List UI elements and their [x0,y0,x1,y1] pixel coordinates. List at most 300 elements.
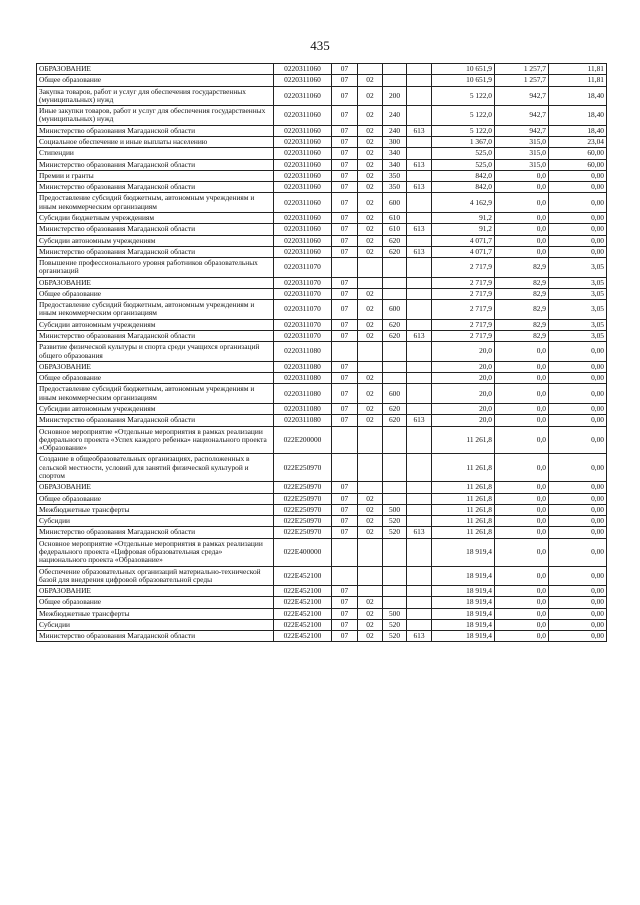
cell-department [407,454,432,482]
cell-expense-type [383,361,407,372]
table-row [37,373,607,384]
table-row [37,288,607,299]
cell-target-article: 0220311060 [274,64,332,75]
cell-department [407,288,432,299]
cell-approved: 5 122,0 [432,125,495,136]
cell-department: 613 [407,224,432,235]
cell-section: 07 [332,170,358,181]
cell-expense-type [383,566,407,586]
cell-section: 07 [332,319,358,330]
table-row [37,148,607,159]
cell-subsection: 02 [358,193,383,213]
cell-approved: 20,0 [432,373,495,384]
cell-subsection [358,258,383,278]
cell-department [407,566,432,586]
table-row [37,454,607,482]
cell-name: Общее образование [37,288,274,299]
cell-name: Общее образование [37,493,274,504]
cell-name: Министерство образования Магаданской области [37,125,274,136]
cell-approved: 18 919,4 [432,586,495,597]
cell-name: Межбюджетные трансферты [37,504,274,515]
cell-department: 613 [407,246,432,257]
table-row [37,426,607,454]
cell-target-article: 022E452100 [274,608,332,619]
cell-subsection: 02 [358,319,383,330]
cell-subsection: 02 [358,86,383,106]
cell-percent: 0,00 [549,404,607,415]
cell-section: 07 [332,86,358,106]
cell-department [407,235,432,246]
cell-section [332,342,358,362]
cell-expense-type: 300 [383,136,407,147]
cell-executed: 0,0 [495,597,549,608]
cell-target-article: 0220311080 [274,404,332,415]
cell-percent: 60,00 [549,148,607,159]
cell-subsection: 02 [358,170,383,181]
cell-name: Общее образование [37,597,274,608]
table-row [37,170,607,181]
cell-executed: 0,0 [495,373,549,384]
cell-section: 07 [332,300,358,320]
cell-target-article: 022E452100 [274,631,332,642]
cell-percent: 0,00 [549,586,607,597]
cell-subsection: 02 [358,331,383,342]
cell-subsection: 02 [358,182,383,193]
cell-expense-type: 620 [383,235,407,246]
cell-department [407,75,432,86]
cell-department: 613 [407,125,432,136]
cell-subsection: 02 [358,300,383,320]
cell-executed: 942,7 [495,125,549,136]
cell-department [407,538,432,566]
cell-percent: 0,00 [549,608,607,619]
table-row [37,608,607,619]
cell-expense-type: 600 [383,300,407,320]
cell-executed: 0,0 [495,504,549,515]
cell-department [407,193,432,213]
cell-target-article: 0220311070 [274,331,332,342]
cell-executed: 0,0 [495,246,549,257]
table-row [37,159,607,170]
cell-approved: 18 919,4 [432,597,495,608]
cell-approved: 525,0 [432,159,495,170]
cell-subsection: 02 [358,631,383,642]
cell-executed: 82,9 [495,319,549,330]
table-row [37,319,607,330]
cell-section: 07 [332,288,358,299]
cell-name: Общее образование [37,75,274,86]
cell-expense-type [383,586,407,597]
cell-name: ОБРАЗОВАНИЕ [37,586,274,597]
cell-subsection: 02 [358,235,383,246]
cell-executed: 0,0 [495,182,549,193]
cell-section: 07 [332,125,358,136]
cell-executed: 0,0 [495,415,549,426]
cell-expense-type [383,482,407,493]
cell-percent: 0,00 [549,597,607,608]
cell-subsection: 02 [358,106,383,126]
cell-department [407,516,432,527]
cell-name: Министерство образования Магаданской области [37,527,274,538]
cell-target-article: 0220311060 [274,136,332,147]
page-number: 435 [310,38,330,53]
cell-executed: 82,9 [495,300,549,320]
cell-target-article: 0220311070 [274,277,332,288]
cell-approved: 2 717,9 [432,288,495,299]
cell-subsection [358,277,383,288]
cell-percent: 0,00 [549,493,607,504]
cell-section: 07 [332,159,358,170]
table-row [37,331,607,342]
cell-section: 07 [332,404,358,415]
cell-expense-type: 620 [383,404,407,415]
cell-target-article: 0220311070 [274,288,332,299]
cell-percent: 3,05 [549,277,607,288]
cell-percent: 0,00 [549,538,607,566]
cell-name: Обеспечение образовательных организаций материально-технической базой для внедрения цифровой образовательной среды [37,566,274,586]
cell-subsection: 02 [358,159,383,170]
cell-expense-type [383,342,407,362]
cell-executed: 0,0 [495,631,549,642]
cell-executed: 0,0 [495,193,549,213]
cell-department [407,258,432,278]
cell-percent: 3,05 [549,319,607,330]
cell-percent: 0,00 [549,516,607,527]
cell-name: Основное мероприятие «Отдельные мероприятия в рамках реализации федерального проекта «Успех каждого ребенка» национального проекта «Образование» [37,426,274,454]
cell-section [332,454,358,482]
table-row [37,125,607,136]
cell-approved: 20,0 [432,415,495,426]
cell-subsection: 02 [358,212,383,223]
cell-target-article: 0220311060 [274,182,332,193]
cell-department: 613 [407,159,432,170]
cell-target-article: 0220311060 [274,86,332,106]
cell-subsection [358,426,383,454]
cell-approved: 11 261,8 [432,493,495,504]
table-row [37,504,607,515]
cell-approved: 842,0 [432,170,495,181]
cell-section: 07 [332,148,358,159]
cell-subsection [358,566,383,586]
cell-expense-type: 620 [383,246,407,257]
cell-executed: 942,7 [495,86,549,106]
cell-target-article: 0220311060 [274,159,332,170]
cell-approved: 18 919,4 [432,619,495,630]
cell-section: 07 [332,619,358,630]
cell-name: Министерство образования Магаданской области [37,246,274,257]
cell-section: 07 [332,415,358,426]
cell-percent: 60,00 [549,159,607,170]
table-row [37,619,607,630]
cell-expense-type: 350 [383,182,407,193]
cell-name: Министерство образования Магаданской области [37,224,274,235]
cell-approved: 11 261,8 [432,527,495,538]
cell-target-article: 0220311070 [274,319,332,330]
cell-approved: 2 717,9 [432,277,495,288]
cell-section [332,258,358,278]
table-row [37,538,607,566]
cell-department: 613 [407,527,432,538]
cell-expense-type [383,597,407,608]
cell-department: 613 [407,631,432,642]
cell-executed: 0,0 [495,170,549,181]
cell-percent: 18,40 [549,125,607,136]
cell-approved: 91,2 [432,212,495,223]
table-row [37,246,607,257]
cell-subsection: 02 [358,224,383,235]
cell-subsection: 02 [358,608,383,619]
cell-target-article: 0220311060 [274,75,332,86]
cell-approved: 18 919,4 [432,608,495,619]
cell-subsection: 02 [358,415,383,426]
cell-name: Общее образование [37,373,274,384]
cell-name: Субсидии автономным учреждениям [37,319,274,330]
cell-name: Иные закупки товаров, работ и услуг для обеспечения государственных (муниципальных) нужд [37,106,274,126]
table-row [37,361,607,372]
cell-expense-type: 600 [383,384,407,404]
cell-executed: 82,9 [495,258,549,278]
cell-section: 07 [332,212,358,223]
cell-executed: 0,0 [495,404,549,415]
budget-table-body [37,64,607,642]
cell-executed: 0,0 [495,212,549,223]
cell-approved: 20,0 [432,342,495,362]
cell-approved: 11 261,8 [432,516,495,527]
cell-percent: 0,00 [549,426,607,454]
cell-subsection: 02 [358,384,383,404]
cell-expense-type: 520 [383,631,407,642]
cell-section: 07 [332,246,358,257]
cell-department: 613 [407,331,432,342]
cell-percent: 3,05 [549,288,607,299]
cell-executed: 1 257,7 [495,64,549,75]
cell-approved: 5 122,0 [432,106,495,126]
cell-target-article: 0220311060 [274,125,332,136]
table-row [37,404,607,415]
cell-department [407,342,432,362]
cell-name: ОБРАЗОВАНИЕ [37,482,274,493]
cell-section: 07 [332,597,358,608]
cell-subsection: 02 [358,527,383,538]
cell-approved: 525,0 [432,148,495,159]
cell-target-article: 022E250970 [274,493,332,504]
table-row [37,597,607,608]
cell-subsection: 02 [358,504,383,515]
cell-name: ОБРАЗОВАНИЕ [37,277,274,288]
table-row [37,64,607,75]
table-row [37,482,607,493]
cell-executed: 0,0 [495,454,549,482]
cell-executed: 315,0 [495,136,549,147]
table-row [37,182,607,193]
cell-percent: 0,00 [549,342,607,362]
cell-name: Предоставление субсидий бюджетным, автономным учреждениям и иным некоммерческим организациям [37,193,274,213]
cell-expense-type [383,258,407,278]
cell-section: 07 [332,331,358,342]
cell-section [332,566,358,586]
cell-executed: 315,0 [495,159,549,170]
cell-target-article: 022E250970 [274,504,332,515]
cell-percent: 0,00 [549,454,607,482]
table-row [37,415,607,426]
cell-section: 07 [332,586,358,597]
cell-section: 07 [332,373,358,384]
cell-department [407,64,432,75]
cell-name: ОБРАЗОВАНИЕ [37,64,274,75]
cell-target-article: 0220311070 [274,300,332,320]
cell-percent: 0,00 [549,619,607,630]
cell-section: 07 [332,224,358,235]
cell-subsection [358,361,383,372]
cell-target-article: 0220311080 [274,415,332,426]
cell-approved: 20,0 [432,384,495,404]
cell-subsection: 02 [358,288,383,299]
cell-section [332,426,358,454]
cell-subsection: 02 [358,136,383,147]
cell-approved: 20,0 [432,404,495,415]
cell-approved: 842,0 [432,182,495,193]
cell-subsection: 02 [358,246,383,257]
cell-name: Субсидии [37,619,274,630]
cell-department [407,212,432,223]
cell-percent: 0,00 [549,235,607,246]
cell-department: 613 [407,415,432,426]
cell-executed: 0,0 [495,586,549,597]
cell-target-article: 0220311060 [274,170,332,181]
cell-percent: 3,05 [549,258,607,278]
table-row [37,86,607,106]
cell-target-article: 022E452100 [274,566,332,586]
cell-approved: 2 717,9 [432,300,495,320]
table-row [37,224,607,235]
cell-approved: 4 071,7 [432,235,495,246]
cell-section: 07 [332,64,358,75]
cell-subsection: 02 [358,373,383,384]
cell-target-article: 022E400000 [274,538,332,566]
cell-department [407,361,432,372]
cell-expense-type: 520 [383,516,407,527]
cell-department [407,586,432,597]
table-row [37,493,607,504]
cell-name: Создание в общеобразовательных организациях, расположенных в сельской местности, условий для занятий физической культурой и спортом [37,454,274,482]
cell-name: Министерство образования Магаданской области [37,331,274,342]
table-row [37,106,607,126]
cell-expense-type: 200 [383,86,407,106]
cell-department [407,148,432,159]
cell-subsection: 02 [358,404,383,415]
cell-expense-type [383,426,407,454]
cell-target-article: 022E250970 [274,516,332,527]
cell-section: 07 [332,493,358,504]
cell-approved: 11 261,8 [432,504,495,515]
cell-executed: 0,0 [495,235,549,246]
cell-approved: 18 919,4 [432,538,495,566]
cell-name: ОБРАЗОВАНИЕ [37,361,274,372]
cell-expense-type: 620 [383,319,407,330]
cell-percent: 0,00 [549,631,607,642]
budget-table [36,63,607,642]
cell-executed: 0,0 [495,538,549,566]
cell-percent: 0,00 [549,212,607,223]
cell-department [407,136,432,147]
cell-subsection [358,64,383,75]
cell-subsection: 02 [358,148,383,159]
table-row [37,631,607,642]
table-row [37,235,607,246]
cell-executed: 0,0 [495,527,549,538]
cell-executed: 942,7 [495,106,549,126]
cell-name: Субсидии бюджетным учреждениям [37,212,274,223]
cell-approved: 18 919,4 [432,631,495,642]
cell-department [407,384,432,404]
cell-expense-type [383,288,407,299]
cell-subsection: 02 [358,516,383,527]
cell-approved: 4 071,7 [432,246,495,257]
cell-percent: 0,00 [549,384,607,404]
cell-department [407,300,432,320]
table-row [37,75,607,86]
cell-target-article: 0220311080 [274,384,332,404]
cell-approved: 91,2 [432,224,495,235]
cell-section: 07 [332,482,358,493]
cell-name: Межбюджетные трансферты [37,608,274,619]
table-row [37,384,607,404]
cell-executed: 1 257,7 [495,75,549,86]
cell-subsection [358,454,383,482]
cell-percent: 18,40 [549,106,607,126]
cell-executed: 0,0 [495,224,549,235]
cell-target-article: 022E452100 [274,619,332,630]
cell-percent: 0,00 [549,373,607,384]
table-row [37,586,607,597]
cell-section: 07 [332,384,358,404]
cell-target-article: 0220311060 [274,193,332,213]
cell-expense-type: 240 [383,125,407,136]
cell-approved: 11 261,8 [432,454,495,482]
cell-expense-type: 520 [383,619,407,630]
cell-expense-type: 340 [383,159,407,170]
cell-executed: 0,0 [495,516,549,527]
cell-name: Министерство образования Магаданской области [37,631,274,642]
table-row [37,342,607,362]
cell-department [407,493,432,504]
cell-executed: 0,0 [495,426,549,454]
cell-target-article: 0220311080 [274,361,332,372]
cell-name: Субсидии автономным учреждениям [37,235,274,246]
cell-name: Предоставление субсидий бюджетным, автономным учреждениям и иным некоммерческим организациям [37,384,274,404]
cell-name: Основное мероприятие «Отдельные мероприятия в рамках реализации федерального проекта «Цифровая образовательная среда» национального проекта «Образование» [37,538,274,566]
cell-target-article: 0220311060 [274,235,332,246]
cell-section: 07 [332,527,358,538]
cell-approved: 5 122,0 [432,86,495,106]
table-row [37,258,607,278]
cell-department [407,619,432,630]
cell-approved: 4 162,9 [432,193,495,213]
cell-target-article: 0220311060 [274,148,332,159]
cell-name: Повышение профессионального уровня работников образовательных организаций [37,258,274,278]
cell-department [407,86,432,106]
cell-percent: 3,05 [549,331,607,342]
cell-executed: 0,0 [495,608,549,619]
cell-name: Закупка товаров, работ и услуг для обеспечения государственных (муниципальных) нужд [37,86,274,106]
cell-executed: 82,9 [495,288,549,299]
cell-percent: 18,40 [549,86,607,106]
cell-expense-type [383,75,407,86]
cell-section: 07 [332,193,358,213]
cell-subsection: 02 [358,493,383,504]
table-row [37,193,607,213]
cell-department [407,404,432,415]
